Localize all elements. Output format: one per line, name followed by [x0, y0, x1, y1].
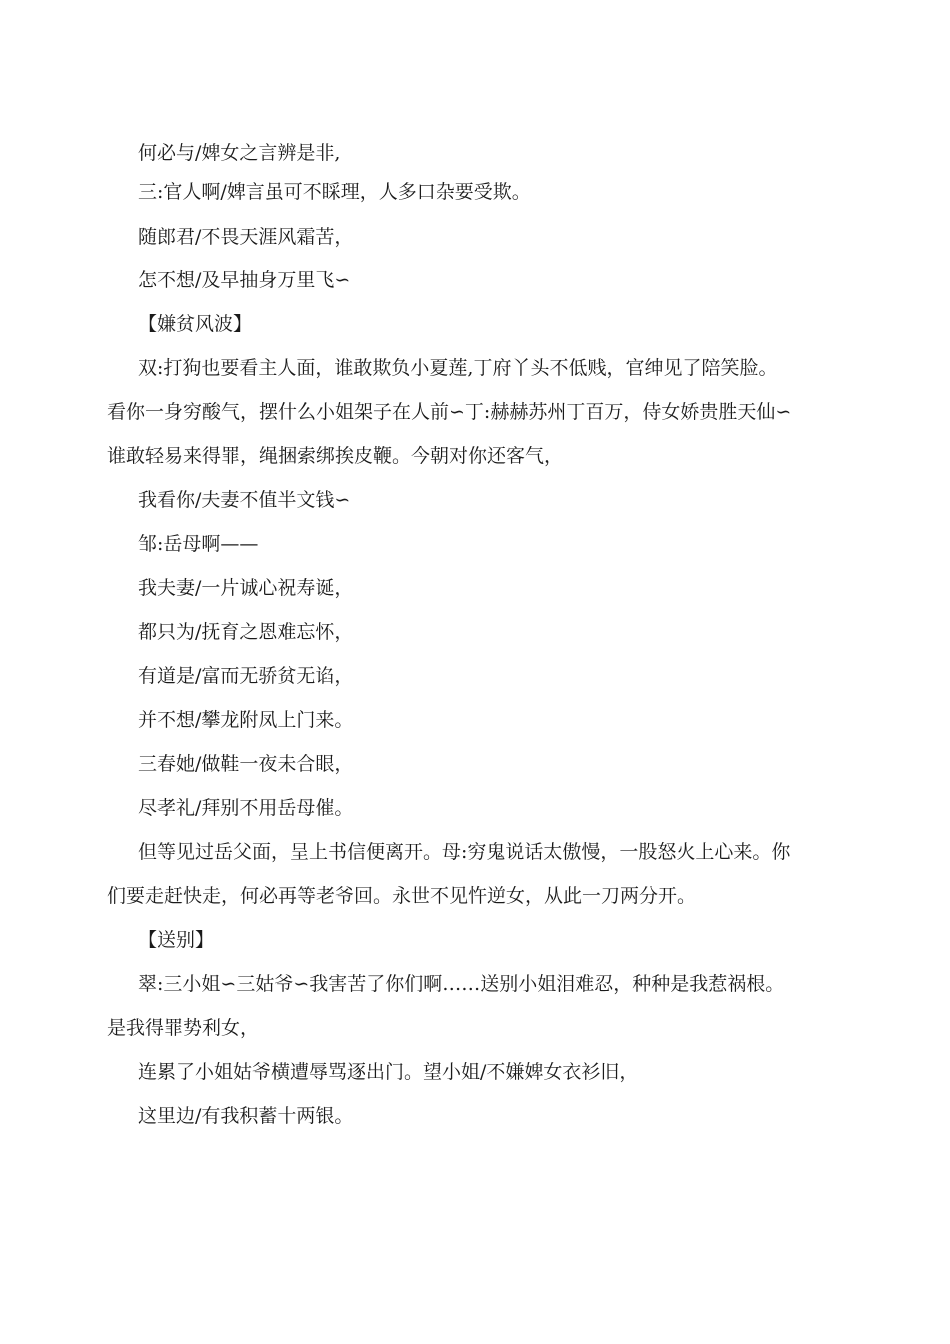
text-line: 邹:岳母啊—— — [138, 533, 259, 555]
text-line: 并不想/攀龙附凤上门来。 — [138, 709, 354, 731]
text-line: 但等见过岳父面，呈上书信便离开。母:穷鬼说话太傲慢，一股怒火上心来。你 — [138, 841, 791, 863]
text-line: 我夫妻/一片诚心祝寿诞， — [138, 577, 354, 599]
text-line: 随郎君/不畏天涯风霜苦， — [138, 226, 354, 248]
text-line: 有道是/富而无骄贫无谄， — [138, 665, 354, 687]
text-line: 何必与/婢女之言辨是非, — [138, 142, 341, 164]
text-line: 谁敢轻易来得罪，绳捆索绑挨皮鞭。今朝对你还客气， — [107, 445, 564, 467]
section-heading: 【送别】 — [138, 929, 215, 951]
text-line: 都只为/抚育之恩难忘怀， — [138, 621, 354, 643]
text-line: 连累了小姐姑爷横遭辱骂逐出门。望小姐/不嫌婢女衣衫旧， — [138, 1061, 639, 1083]
text-line: 双:打狗也要看主人面，谁敢欺负小夏莲,丁府丫头不低贱，官绅见了陪笑脸。 — [138, 357, 778, 379]
text-line: 怎不想/及早抽身万里飞∽ — [138, 269, 351, 291]
text-line: 这里边/有我积蓄十两银。 — [138, 1105, 354, 1127]
text-line: 三:官人啊/婢言虽可不睬理，人多口杂要受欺。 — [138, 181, 531, 203]
text-line: 尽孝礼/拜别不用岳母催。 — [138, 797, 354, 819]
text-line: 看你一身穷酸气，摆什么小姐架子在人前∽丁:赫赫苏州丁百万，侍女娇贵胜天仙∽ — [107, 401, 792, 423]
text-line: 是我得罪势利女， — [107, 1017, 260, 1039]
text-line: 们要走赶快走，何必再等老爷回。永世不见忤逆女，从此一刀两分开。 — [107, 885, 697, 907]
section-heading: 【嫌贫风波】 — [138, 313, 253, 335]
text-line: 我看你/夫妻不值半文钱∽ — [138, 489, 351, 511]
text-line: 三春她/做鞋一夜未合眼， — [138, 753, 354, 775]
text-line: 翠:三小姐∽三姑爷∽我害苦了你们啊……送别小姐泪难忍，种种是我惹祸根。 — [138, 973, 785, 995]
